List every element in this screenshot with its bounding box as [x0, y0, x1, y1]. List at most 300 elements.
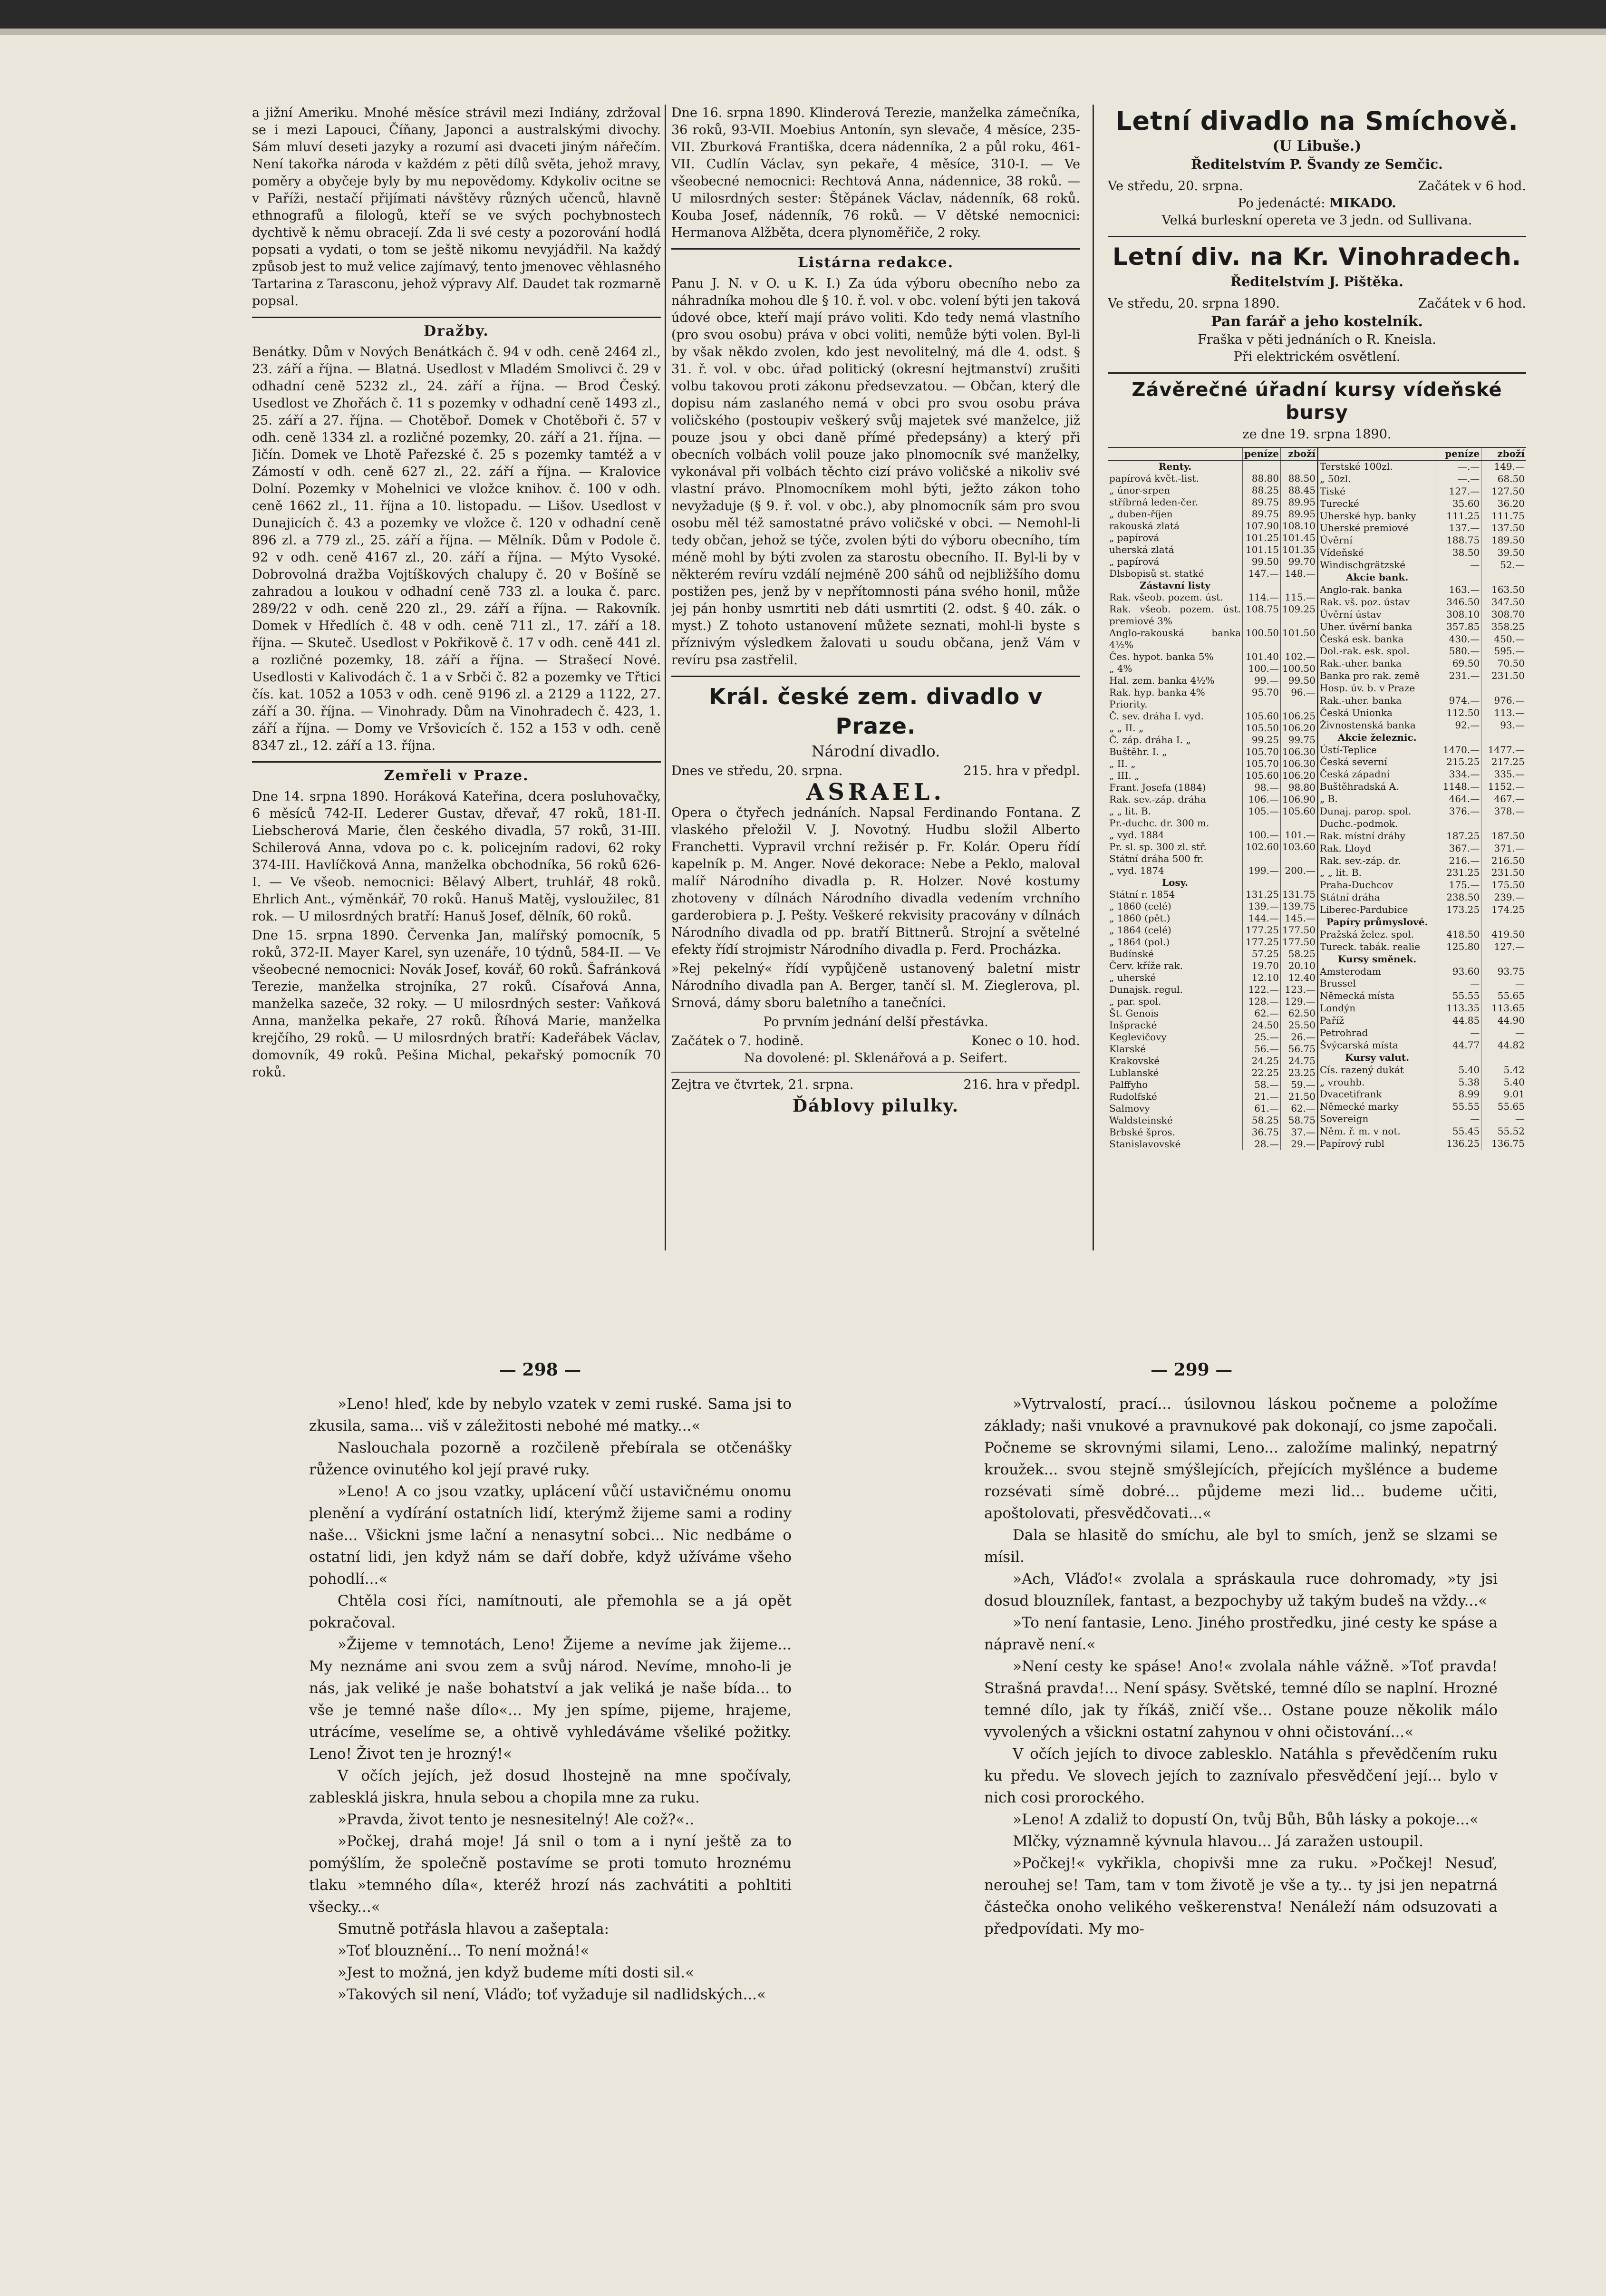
col-goods: zboží [1481, 447, 1526, 460]
money-value: 122.— [1243, 984, 1281, 996]
money-value: 215.25 [1436, 756, 1481, 768]
money-value: —.— [1436, 460, 1481, 473]
row-label: „ vrouhb. [1320, 1076, 1365, 1088]
goods-value: 139.75 [1281, 901, 1317, 912]
page-number-left: — 298 — [499, 1360, 581, 1380]
money-value: 137.— [1436, 522, 1481, 534]
table-row [1108, 1008, 1317, 1019]
page-number-right: — 299 — [1151, 1360, 1233, 1380]
story-paragraph: V očích jejích, jež dosud lhostejně na mne spočívaly, zablesklá jiskra, hnula sebou a chopila mne za ruku. [309, 1767, 792, 1806]
money-value: 163.— [1436, 584, 1481, 596]
goods-value: 102.— [1281, 651, 1317, 663]
goods-value: 450.— [1481, 633, 1526, 646]
table-row [1108, 972, 1317, 984]
table-row [1318, 682, 1527, 695]
story-paragraph: »Žijeme v temnotách, Leno! Žijeme a nevíme jak žijeme... My neznáme ani svou zem a svůj národ. Nevíme, mnoho-li je nás, jak veliké je naše bohatství a jak veliká je naše bída... to vše je temné naše dílo«... My jen spíme, pijeme, hrajeme, utrácíme, veselíme se, a ohtivě vyhledáváme všeliké požitky. Leno! Život ten je hrozný!« [309, 1636, 792, 1763]
row-label: „ 4% [1109, 663, 1132, 674]
table-row [1108, 901, 1317, 912]
row-label: Amsterodam [1320, 965, 1381, 977]
column-middle [671, 105, 1080, 1250]
goods-value: 101.50 [1281, 627, 1317, 651]
row-label: Frant. Josefa (1884) [1109, 782, 1206, 793]
table-row [1108, 698, 1317, 710]
table-row [1318, 904, 1527, 916]
table-row [1108, 1031, 1317, 1043]
money-value: 101.15 [1243, 544, 1281, 556]
smichov-theater-direction: Ředitelstvím P. Švandy ze Semčic. [1191, 156, 1443, 172]
money-value: 334.— [1436, 768, 1481, 781]
goods-value [1281, 853, 1317, 865]
money-value: 105.60 [1243, 710, 1281, 722]
money-value [1243, 877, 1281, 889]
auctions-text: Benátky. Dům v Nových Benátkách č. 94 v odh. ceně 2464 zl., 23. září a října. — Blatná. Usedlost v Mladém Smolivci č. 29 v odhadní ceně 5232 zl., 24. září a října. — Brod Český. Usedlost ve Zhořách č. 11 s pozemky v odhadní ceně 1493 zl., 25. září a 27. října. — Chotěboř. Domek v Chotěboři č. 57 v odh. ceně 1334 zl. a rozličné pozemky, 20. září a 21. října. — Jičín. Domek ve Lhotě Pařezské č. 25 s pozemky tamtéž a v Zámostí v odh. ceně 627 zl., 22. září a října. — Kralovice Dolní. Pozemky v Mohelnici ve vložce knihov. č. 100 v odh. ceně 1662 zl., 11. října a 10. listopadu. — Lišov. Usedlost v Dunajicích č. 43 a pozemky ve vložce č. 120 v odhadní ceně 896 zl. a 779 zl., 25. září a října. — Mělník. Dům v Podole č. 92 v odh. ceně 4167 zl., 20. září a října. — Mýto Vysoké. Dobrovolná dražba Vojtíškových chalupy č. 20 v Bošíně se zahradou a loukou v odhadní ceně 733 zl. a louka č. parc. 289/22 v odh. ceně 220 zl., 29. září a října. — Rakovník. Domek v Hředlích č. 48 v odh. ceně 711 zl., 17. září a 18. října. — Skuteč. Usedlost v Pokřikově č. 17 v odh. ceně 441 zl. a rozličné pozemky, 18. září a října. — Strašecí Nové. Usedlosti v Kalivodách č. 1 a v Srbči č. 82 a pozemky ve Třtici čís. kat. 1052 a 1053 v odh. ceně 9196 zl. a 2129 a 1122, 27. září a 30. října. — Vinohrady. Dům na Vinohradech č. 423, 1. září a října. — Domy ve Vršovicích č. 152 a 153 v odh. ceně 8347 zl., 12. září a 13. října. [252, 345, 661, 753]
table-row [1318, 547, 1527, 559]
goods-value: 335.— [1481, 768, 1526, 781]
money-value: 57.25 [1243, 948, 1281, 960]
goods-value: 231.50 [1481, 670, 1526, 682]
story-paragraph: »Jest to možná, jen když budeme míti dosti sil.« [338, 1964, 694, 1981]
money-value: 112.50 [1436, 707, 1481, 719]
table-row [1108, 722, 1317, 734]
money-value: 89.75 [1243, 496, 1281, 508]
row-label: Živnostenská banka [1320, 719, 1416, 731]
row-label: Č. sev. dráha I. vyd. [1109, 710, 1204, 722]
table-row [1108, 1079, 1317, 1091]
table-row [1108, 948, 1317, 960]
bourse-date: ze dne 19. srpna 1890. [1242, 427, 1392, 442]
money-value: 173.25 [1436, 904, 1481, 916]
table-row [1318, 473, 1527, 485]
row-label: „ vyd. 1874 [1109, 865, 1164, 876]
money-value: —.— [1436, 473, 1481, 485]
goods-value: 101.— [1281, 829, 1317, 841]
money-value: 430.— [1436, 633, 1481, 646]
table-row [1318, 732, 1527, 744]
goods-value: 37.— [1281, 1126, 1317, 1138]
story-paragraph: Mlčky, významně kývnula hlavou... Já zaražen ustoupil. [1013, 1833, 1424, 1850]
row-label: Uherské premiové [1320, 522, 1409, 534]
divider [671, 248, 1080, 250]
smichov-play: MIKADO. [1329, 196, 1396, 211]
row-label: Hal. zem. banka 4½% [1109, 675, 1215, 686]
row-label: Papírový rubl [1320, 1138, 1384, 1150]
play-ballet: »Rej pekelný« řídí vypůjčeně ustanovený baletní mistr Národního divadla pan A. Berger, tančí sl. M. Zieglerova, pl. Srnová, dámy sboru baletního a tanečníci. [671, 961, 1080, 1010]
money-value: 147.— [1243, 568, 1281, 580]
money-value: 21.— [1243, 1091, 1281, 1103]
table-row [1108, 710, 1317, 722]
goods-value: 113.— [1481, 707, 1526, 719]
row-label: Tiské [1320, 485, 1345, 497]
goods-value: 70.50 [1481, 658, 1526, 670]
goods-value: 55.52 [1481, 1125, 1526, 1138]
money-value: 101.25 [1243, 532, 1281, 544]
table-row [1318, 645, 1527, 658]
row-label: Rak. všeob. pozem. úst. premiové 3% [1109, 603, 1241, 627]
money-value: 25.— [1243, 1031, 1281, 1043]
tomorrow-play: Ďáblovy pilulky. [792, 1096, 959, 1116]
table-row [1108, 544, 1317, 556]
table-row [1318, 658, 1527, 670]
table-row [1318, 990, 1527, 1002]
money-value: 376.— [1436, 805, 1481, 818]
bourse-table-right [1317, 447, 1526, 1150]
divider [252, 317, 661, 318]
table-row [1108, 936, 1317, 948]
row-label: Ústí-Teplice [1320, 744, 1377, 756]
row-label: Budínské [1109, 948, 1154, 959]
vinohrady-play: Pan farář a jeho kostelník. [1211, 313, 1423, 330]
table-row [1318, 818, 1527, 830]
goods-value: 55.65 [1481, 990, 1526, 1002]
table-row [1108, 627, 1317, 651]
money-value: 105.50 [1243, 722, 1281, 734]
table-row [1108, 805, 1317, 817]
table-row [1108, 1055, 1317, 1067]
goods-value: 99.75 [1281, 734, 1317, 746]
money-value: 100.50 [1243, 627, 1281, 651]
goods-value: 88.45 [1281, 484, 1317, 496]
theater-subscription: 215. hra v předpl. [963, 764, 1080, 778]
goods-value: 217.25 [1481, 756, 1526, 768]
divider [671, 676, 1080, 677]
goods-value: 308.70 [1481, 609, 1526, 621]
row-label: Št. Genois [1109, 1008, 1159, 1019]
row-label: uherská zlatá [1109, 544, 1174, 555]
play-end: Konec o 10. hod. [971, 1034, 1080, 1048]
table-row [1318, 559, 1527, 572]
goods-value: 108.10 [1281, 520, 1317, 532]
table-row [1108, 687, 1317, 698]
row-label: Kursy valut. [1345, 1051, 1410, 1063]
row-label: Buštěhradská A. [1320, 781, 1399, 793]
money-value: 1148.— [1436, 781, 1481, 793]
row-label: „ „ II. „ [1109, 722, 1144, 734]
row-label: Pražská želez. spol. [1320, 928, 1414, 940]
goods-value: 200.— [1281, 865, 1317, 877]
table-row [1318, 609, 1527, 621]
editorial-letters-text: Panu J. N. v O. u K. I.) Za úda výboru obecního nebo za náhradníka mohou dle § 10. ř. vol. v obc. volení býti jen taková údové obce, kteří mají právo voliti. Kdo tedy nemá vlastního (pro svou osobu) práva v obci voliti, nemůže býti volen. Byl-li by však někdo zvolen, kdo jest nevolitelný, má dle 4. odst. § 31. ř. vol. v obc. úřad politický (okresní hejtmanství) zrušiti volbu takovou proti zákonu předsevzatou. — Občan, který dle dopisu nám zaslaného nemá v obci pro svou osobu práva voličského (postoupiv veškerý svůj majetek své manželce, již pouze jsou y obci daně přímé předepsány) a který při obecních volbách volil pouze jako plnomocník své manželky, vykonával při volbách těchto cizí právo voličské a nikoliv své vlastní právo. Plnomocníkem mohl býti, ježto zákon toho nevyžaduje (§ 9. ř. vol. v obc.), aby plnomocník sám pro svou osobu měl též samostatné právo voličské v obci. — Nemohl-li tedy občan, jehož se týče, zvolen býti do výboru obecního, tím méně mohl by býti zvolen za starostu obecního. II. Byl-li by v některém revíru vzdálí nejméně 200 sáhů od nejbližšího domu postižen pes, jenž by v nepřítomnosti pána svého honil, může jej pán honby usmrtiti neb dáti usmrtiti (2. odst. § 40. zák. o myst.) Z tohoto ustanovení můžete seznati, mohl-li byste s příznivým výsledkem žalovati u soudu občana, jenž Vám v revíru psa zastřelil. [671, 276, 1080, 668]
smichov-theater-subtitle: (U Libuše.) [1272, 138, 1362, 155]
col-goods: zboží [1281, 447, 1317, 460]
smichov-theater-title: Letní divadlo na Smíchově. [1115, 106, 1519, 136]
row-label: Petrohrad [1320, 1027, 1368, 1038]
row-label: Rak. hyp. banka 4% [1109, 687, 1205, 698]
money-value: 55.55 [1436, 990, 1481, 1002]
col-money: peníze [1436, 447, 1481, 460]
top-edge-band [0, 0, 1606, 29]
money-value: 418.50 [1436, 929, 1481, 941]
row-label: Priority. [1109, 698, 1148, 710]
story-paragraph: »Takových sil není, Vláďo; toť vyžaduje sil nadlidských...« [338, 1986, 766, 2003]
row-label: Uherské hyp. banky [1320, 510, 1416, 522]
row-label: „ II. „ [1109, 758, 1136, 769]
goods-value: 101.45 [1281, 532, 1317, 544]
money-value: 92.— [1436, 719, 1481, 732]
money-value [1436, 732, 1481, 744]
row-label: Německé marky [1320, 1101, 1399, 1113]
goods-value: 113.65 [1481, 1002, 1526, 1015]
row-label: Dol.-rak. esk. spol. [1320, 645, 1410, 657]
table-row [1318, 830, 1527, 843]
money-value: 99.25 [1243, 734, 1281, 746]
table-row [1318, 1015, 1527, 1027]
row-label: „ 1860 (celé) [1109, 901, 1171, 912]
money-value: 367.— [1436, 843, 1481, 855]
table-row [1318, 891, 1527, 904]
goods-value: 177.50 [1281, 924, 1317, 936]
row-label: Rak. sev.-záp. dráha [1109, 794, 1206, 805]
table-row [1108, 912, 1317, 924]
editorial-letters-heading: Listárna redakce. [797, 254, 954, 271]
money-value: 88.80 [1243, 473, 1281, 484]
table-row [1108, 556, 1317, 568]
row-label: Dlsbopisů st. statké [1109, 568, 1204, 579]
goods-value: 419.50 [1481, 929, 1526, 941]
goods-value [1481, 1052, 1526, 1064]
money-value: 5.38 [1436, 1076, 1481, 1089]
table-row [1108, 1067, 1317, 1079]
money-value: 5.40 [1436, 1064, 1481, 1076]
row-label: Cís. razený dukát [1320, 1064, 1404, 1075]
row-label: rakouská zlatá [1109, 520, 1180, 532]
row-label: „ papírová [1109, 532, 1160, 543]
money-value [1243, 817, 1281, 829]
goods-value: 21.50 [1281, 1091, 1317, 1103]
row-label: Paříž [1320, 1015, 1344, 1027]
money-value: 105.— [1243, 805, 1281, 817]
money-value: 89.75 [1243, 508, 1281, 520]
row-label: Banka pro rak. země [1320, 670, 1420, 682]
table-row [1318, 621, 1527, 633]
auctions-heading: Dražby. [424, 323, 489, 339]
row-label: Lublanské [1109, 1067, 1159, 1078]
money-value [1243, 460, 1281, 473]
goods-value: 59.— [1281, 1079, 1317, 1091]
deaths-heading: Zemřeli v Praze. [384, 767, 529, 784]
goods-value: 467.— [1481, 793, 1526, 805]
goods-value: 62.50 [1281, 1008, 1317, 1019]
money-value: 308.10 [1436, 609, 1481, 621]
goods-value: 106.90 [1281, 794, 1317, 805]
row-label: Pr.-duchc. dr. 300 m. [1109, 817, 1209, 829]
table-row [1318, 1064, 1527, 1076]
money-value: 108.75 [1243, 603, 1281, 627]
vinohrady-theater-title: Letní div. na Kr. Vinohradech. [1113, 243, 1521, 271]
money-value: 35.60 [1436, 498, 1481, 510]
table-row [1108, 853, 1317, 865]
goods-value: 68.50 [1481, 473, 1526, 485]
row-label: Sovereign [1320, 1113, 1369, 1125]
row-label: Akcie bank. [1346, 572, 1409, 583]
row-label: „ „ lit. B. [1320, 867, 1362, 879]
row-label: Dvacetifrank [1320, 1088, 1382, 1100]
goods-value: 371.— [1481, 843, 1526, 855]
table-row [1318, 966, 1527, 978]
row-label: Akcie železnic. [1337, 731, 1417, 743]
story-paragraph: »Leno! A zdaliž to dopustí On, tvůj Bůh, Bůh lásky a pokoje...« [1013, 1811, 1479, 1828]
goods-value: 358.25 [1481, 621, 1526, 633]
story-paragraph: »Vytrvalostí, prací... úsilovnou láskou počneme a položíme základy; naši vnukové a pravnukové pak dokonají, co jsme započali. Počneme se skrovnými silami, Leno... založíme malinký, nepatrný kroužek... svou stejně smýšlejících, přejících myšlénce a budeme rozsévati símě dobré... půjdeme mezi lid... budeme učiti, apoštolovati, přesvědčovati...« [984, 1395, 1498, 1522]
goods-value: 25.50 [1281, 1019, 1317, 1031]
money-value: 56.— [1243, 1043, 1281, 1055]
row-label: Státní dráha [1320, 891, 1380, 903]
row-label: Terstské 100zl. [1320, 461, 1393, 472]
goods-value: 62.— [1281, 1103, 1317, 1114]
row-label: Buštěhr. I. „ [1109, 746, 1167, 757]
money-value: 19.70 [1243, 960, 1281, 972]
row-label: Švýcarská místa [1320, 1039, 1399, 1051]
row-label: Uher. úvěrní banka [1320, 620, 1413, 632]
goods-value: 39.50 [1481, 547, 1526, 559]
goods-value: 106.20 [1281, 722, 1317, 734]
goods-value: 189.50 [1481, 534, 1526, 547]
row-label: Dunaj. parop. spol. [1320, 805, 1412, 817]
money-value [1436, 572, 1481, 584]
story-paragraph: »Leno! hleď, kde by nebylo vzatek v zemi ruské. Sama jsi to zkusila, sama... viš v záležitosti nebohé mé matky...« [309, 1395, 792, 1434]
money-value: 101.40 [1243, 651, 1281, 663]
goods-value: 127.— [1481, 941, 1526, 953]
row-label: Česká Unionka [1320, 707, 1393, 718]
story-paragraph: Chtěla cosi říci, namítnouti, ale přemohla se a já opět pokračoval. [309, 1592, 792, 1631]
table-row [1108, 532, 1317, 544]
goods-value: 98.80 [1281, 782, 1317, 794]
goods-value: — [1481, 978, 1526, 990]
table-row [1318, 534, 1527, 547]
row-label: Rak.-uher. banka [1320, 658, 1402, 669]
row-label: Kursy směnek. [1338, 953, 1417, 965]
money-value: 95.70 [1243, 687, 1281, 698]
goods-value: 175.50 [1481, 879, 1526, 891]
goods-value: 103.60 [1281, 841, 1317, 853]
money-value [1243, 580, 1281, 591]
money-value: 238.50 [1436, 891, 1481, 904]
row-label: Čes. hypot. banka 5% [1109, 651, 1214, 662]
table-row [1108, 1091, 1317, 1103]
table-row [1318, 978, 1527, 990]
table-row [1108, 746, 1317, 758]
table-row [1318, 670, 1527, 682]
smichov-date: Ve středu, 20. srpna. [1108, 179, 1243, 194]
row-label: Červ. kříže rak. [1109, 960, 1183, 971]
goods-value: 96.— [1281, 687, 1317, 698]
table-row [1318, 843, 1527, 855]
goods-value: 24.75 [1281, 1055, 1317, 1067]
money-value: — [1436, 1113, 1481, 1125]
story-paragraph: »Počkej, drahá moje! Já snil o tom a i nyní ještě za to pomýšlím, že společně postavíme se proti tomuto hroznému tlaku »temného díla«, kteréž hrozí nás zachvátiti a pohltiti všecky...« [309, 1833, 792, 1916]
money-value: 69.50 [1436, 658, 1481, 670]
row-label: papírová květ.-list. [1109, 473, 1199, 484]
table-row [1108, 520, 1317, 532]
row-label: „ par. spol. [1109, 996, 1161, 1007]
table-row [1108, 675, 1317, 687]
goods-value: 109.25 [1281, 603, 1317, 627]
goods-value: 106.20 [1281, 770, 1317, 782]
goods-value: 136.75 [1481, 1138, 1526, 1150]
money-value: 231.25 [1436, 867, 1481, 879]
table-row [1318, 879, 1527, 891]
row-label: Praha-Duchcov [1320, 879, 1393, 891]
row-label: „ III. „ [1109, 770, 1140, 781]
bourse-table [1108, 447, 1526, 1150]
row-label: Brussel [1320, 978, 1356, 989]
theater-date: Dnes ve středu, 20. srpna. [671, 764, 843, 778]
money-value: 346.50 [1436, 596, 1481, 609]
row-label: Losy. [1162, 877, 1189, 888]
story-paragraph: V očích jejích to divoce zablesklo. Natáhla s převědčením ruku ku předu. Ve slovech jejích to zaznívalo přesvědčení její... bylo v nich cosi prorockého. [984, 1745, 1498, 1806]
goods-value: 595.— [1481, 645, 1526, 658]
money-value: — [1436, 559, 1481, 572]
money-value: 114.— [1243, 591, 1281, 603]
table-row [1318, 929, 1527, 941]
table-row [1318, 744, 1527, 756]
table-row [1108, 473, 1317, 484]
intro-paragraph: a jižní Ameriku. Mnohé měsíce strávil mezi Indiány, zdržoval se i mezi Lapouci, Číňany, Japonci a australskými divochy. Sám mluví deseti jazyky a rozumí asi dvaceti jiným nářečím. Není takořka národa v každém z pěti dílů světa, jehož mravy, poměry a obyčeje byly by mu nepovědomy. Kdykoliv ocitne se v Paříži, nestačí přijímati návštěvy různých učenců, hlavně ethnografů a filologů, kteří se ve svých pochybnostech dychtivě k němu obracejí. Zda li své cesty a pozorování hodlá popsati a vydati, o tom se ještě nikomu nevyjádřil. Na každý způsob jest to muž velice zajímavý, tento jmenovec věhlasného Tartarina z Tarasconu, jehož výpravy Alf. Daudet tak rozmarně popsal. [252, 106, 661, 309]
vinohrady-start: Začátek v 6 hod. [1418, 296, 1526, 311]
row-label: Úvěrní ústav [1320, 608, 1382, 620]
row-label: Tureck. tabák. realie [1320, 940, 1421, 952]
money-value: 8.99 [1436, 1088, 1481, 1101]
money-value: 231.— [1436, 670, 1481, 682]
money-value: 177.25 [1243, 936, 1281, 948]
money-value: 177.25 [1243, 924, 1281, 936]
vinohrady-date: Ve středu, 20. srpna 1890. [1108, 296, 1280, 311]
goods-value: 177.50 [1281, 936, 1317, 948]
table-row [1108, 568, 1317, 580]
goods-value [1481, 916, 1526, 929]
row-label: Papíry průmyslové. [1326, 916, 1428, 928]
story-left-page [309, 1393, 792, 2005]
goods-value: 99.70 [1281, 556, 1317, 568]
table-row [1318, 867, 1527, 879]
story-paragraph: »Počkej!« vykřikla, chopivši mne za ruku. »Počkej! Nesuď, nerouhej se! Tam, tam v tom životě je vše a ty... ty jsi jen nepatrná částečka onoho velikého veškerenstva! Nenáleží nám odsuzovati a předpovídati. My mo- [984, 1855, 1498, 1938]
row-label: „ vyd. 1884 [1109, 829, 1164, 841]
table-row [1108, 603, 1317, 627]
table-row [1318, 916, 1527, 929]
table-row [1318, 1076, 1527, 1089]
row-label: Brbské špros. [1109, 1126, 1175, 1138]
row-label: Rak. Lloyd [1320, 842, 1372, 854]
table-row [1318, 756, 1527, 768]
story-paragraph: »Leno! A co jsou vzatky, uplácení vůčí ustavičnému onomu plenění a vydírání ostatních lidí, kterýmž žijeme sami a rodiny naše... Všickni jsme lační a nenasytní sobci... Nic nedbáme o ostatní lidi, jen když nám se daří dobře, když užíváme všeho pohodlí...« [309, 1483, 792, 1588]
goods-value: 100.50 [1281, 663, 1317, 675]
goods-value: 148.— [1281, 568, 1317, 580]
money-value: — [1436, 978, 1481, 990]
row-label: Česká esk. banka [1320, 633, 1404, 645]
goods-value: 5.40 [1481, 1076, 1526, 1089]
row-label: Inšpracké [1109, 1019, 1157, 1031]
row-label: Německá místa [1320, 990, 1395, 1002]
money-value: 128.— [1243, 996, 1281, 1008]
money-value: 125.80 [1436, 941, 1481, 953]
row-label: Něm. ř. m. v not. [1320, 1125, 1401, 1137]
goods-value: 44.90 [1481, 1015, 1526, 1027]
goods-value: 20.10 [1281, 960, 1317, 972]
table-row [1108, 841, 1317, 853]
column-rule [665, 105, 666, 1250]
goods-value: 106.30 [1281, 746, 1317, 758]
row-label: stříbrná leden-čer. [1109, 496, 1199, 508]
goods-value: 88.50 [1281, 473, 1317, 484]
goods-value: 99.50 [1281, 675, 1317, 687]
table-row [1318, 1088, 1527, 1101]
money-value: 55.55 [1436, 1101, 1481, 1113]
money-value: 106.— [1243, 794, 1281, 805]
goods-value: 105.60 [1281, 805, 1317, 817]
money-value: 44.77 [1436, 1039, 1481, 1052]
goods-value [1481, 953, 1526, 966]
money-value: 61.— [1243, 1103, 1281, 1114]
story-paragraph: »Toť blouznění... To není možná!« [338, 1942, 590, 1959]
